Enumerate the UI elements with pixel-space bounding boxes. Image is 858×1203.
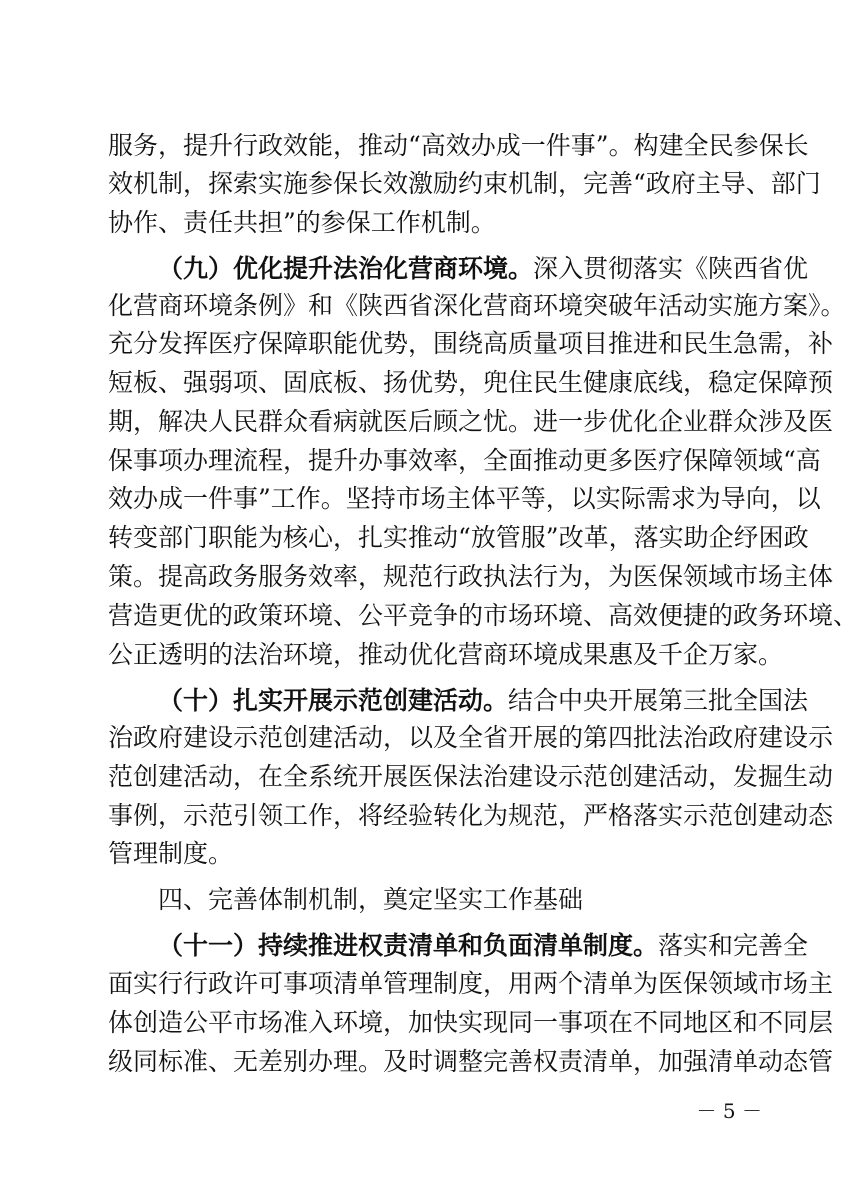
paragraph-10-text: 结合中央开展第三批全国法 bbox=[508, 686, 809, 715]
paragraph-11-lead: （十一）持续推进权责清单和负面清单制度。 bbox=[158, 931, 659, 960]
paragraph-10-lead: （十）扎实开展示范创建活动。 bbox=[158, 686, 509, 715]
body-text-line: 管理制度。 bbox=[108, 839, 234, 868]
body-text-line: 协作、责任共担”的参保工作机制。 bbox=[108, 208, 496, 237]
body-text-line: 效办成一件事”工作。坚持市场主体平等，以实际需求为导向，以 bbox=[108, 484, 821, 513]
body-text-line: 服务，提升行政效能，推动“高效办成一件事”。构建全民参保长 bbox=[108, 131, 809, 160]
body-text-line: 效机制，探索实施参保长效激励约束机制，完善“政府主导、部门 bbox=[108, 169, 821, 198]
body-text-line: 级同标准、无差别办理。及时调整完善权责清单，加强清单动态管 bbox=[108, 1047, 834, 1076]
body-text-line: 治政府建设示范创建活动，以及全省开展的第四批法治政府建设示 bbox=[108, 723, 834, 752]
body-text-line: 期，解决人民群众看病就医后顾之忧。进一步优化企业群众涉及医 bbox=[108, 407, 834, 436]
paragraph-9-lead: （九）优化提升法治化营商环境。 bbox=[158, 254, 534, 283]
body-text-line: 保事项办理流程，提升办事效率，全面推动更多医疗保障领域“高 bbox=[108, 446, 821, 475]
body-text-line: 营造更优的政策环境、公平竞争的市场环境、高效便捷的政务环境、 bbox=[108, 601, 858, 630]
paragraph-9-text: 深入贯彻落实《陕西省优 bbox=[533, 254, 809, 283]
body-text-line: 转变部门职能为核心，扎实推动“放管服”改革，落实助企纾困政 bbox=[108, 523, 809, 552]
body-text-line: 策。提高政务服务效率，规范行政执法行为，为医保领域市场主体 bbox=[108, 562, 834, 591]
page-number: － 5 － bbox=[696, 1099, 762, 1123]
body-text-line: 公正透明的法治环境，推动优化营商环境成果惠及千企万家。 bbox=[108, 640, 784, 669]
paragraph-9-first-line bbox=[158, 251, 809, 286]
body-text-line: 体创造公平市场准入环境，加快实现同一事项在不同地区和不同层 bbox=[108, 1008, 834, 1037]
paragraph-11-text: 落实和完善全 bbox=[658, 931, 809, 960]
body-text-line: 充分发挥医疗保障职能优势，围绕高质量项目推进和民生急需，补 bbox=[108, 329, 834, 358]
body-text-line: 化营商环境条例》和《陕西省深化营商环境突破年活动实施方案》。 bbox=[108, 291, 846, 320]
body-text-line: 面实行行政许可事项清单管理制度，用两个清单为医保领域市场主 bbox=[108, 969, 834, 998]
paragraph-11-first-line bbox=[158, 928, 809, 963]
body-text-line: 范创建活动，在全系统开展医保法治建设示范创建活动，发掘生动 bbox=[108, 762, 834, 791]
paragraph-10-first-line bbox=[158, 683, 809, 718]
body-text-line: 短板、强弱项、固底板、扬优势，兜住民生健康底线，稳定保障预 bbox=[108, 368, 834, 397]
body-text-line: 事例，示范引领工作，将经验转化为规范，严格落实示范创建动态 bbox=[108, 801, 834, 830]
section-heading: 四、完善体制机制，奠定坚实工作基础 bbox=[158, 885, 584, 914]
